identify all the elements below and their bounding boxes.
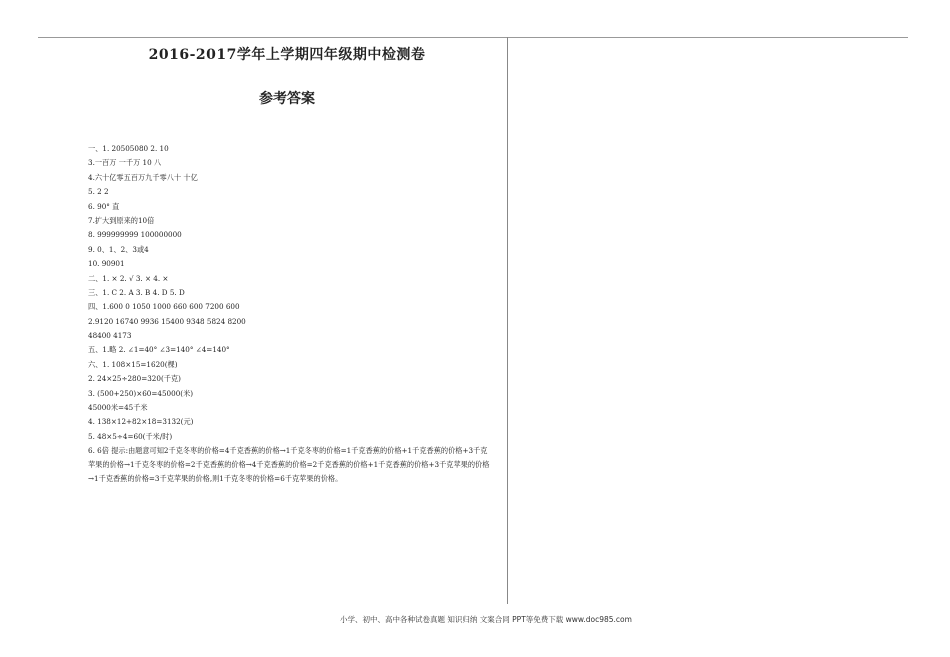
- answer-line: 六、1. 108×15=1620(棵): [88, 359, 178, 369]
- answer-line: 8. 999999999 100000000: [88, 230, 182, 240]
- answer-line: 3. (500+250)×60=45000(米): [88, 388, 194, 398]
- footer-note: 小学、初中、高中各种试卷真题 知识归纳 文案合同 PPT等免费下载 www.doc985.com: [340, 615, 632, 624]
- column-divider: [507, 37, 508, 604]
- answer-line: 五、1.略 2. ∠1=40° ∠3=140° ∠4=140°: [88, 345, 230, 355]
- page-top-border: [38, 37, 908, 38]
- answer-line: 4. 138×12+82×18=3132(元): [88, 417, 194, 427]
- answer-line: 7.扩大到原来的10倍: [88, 215, 155, 225]
- page-subtitle: 参考答案: [259, 91, 315, 107]
- answer-line: 四、1.600 0 1050 1000 660 600 7200 600: [88, 302, 240, 312]
- answer-line: 6. 90° 直: [88, 201, 120, 211]
- answer-line: 二、1. × 2. √ 3. × 4. ×: [88, 273, 169, 283]
- page-title: 2016-2017学年上学期四年级期中检测卷: [148, 47, 426, 63]
- answer-paragraph: 6. 6倍 提示:由题意可知2千克冬枣的价格=4千克香蕉的价格→1千克冬枣的价格=1千克香蕉的价格+1千克香蕉的价格+3千克苹果的价格→1千克冬枣的价格=2千克香蕉的价格→4千克香蕉的价格=2千克香蕉的价格+1千克香蕉的价格+3千克苹果的价格→1千克香蕉的价格=3千克苹果的价格,则1千克冬枣的价格=6千克苹果的价格。: [88, 446, 490, 483]
- answer-line: 48400 4173: [88, 331, 132, 341]
- answer-line: 9. 0、1、2、3或4: [88, 244, 149, 254]
- answer-line: 4.六十亿零五百万九千零八十 十亿: [88, 172, 198, 182]
- answer-line: 45000米=45千米: [88, 403, 148, 413]
- answer-list: [88, 142, 490, 486]
- answer-line: 3.一百万 一千万 10 八: [88, 158, 162, 168]
- answer-line: 5. 48×5÷4=60(千米/时): [88, 431, 173, 441]
- answer-line: 2.9120 16740 9936 15400 9348 5824 8200: [88, 316, 246, 326]
- answer-line: 一、1. 20505080 2. 10: [88, 144, 169, 153]
- answer-line: 5. 2 2: [88, 187, 109, 197]
- answer-line: 三、1. C 2. A 3. B 4. D 5. D: [88, 287, 185, 297]
- answer-line: 2. 24×25÷280=320(千克): [88, 374, 181, 384]
- answer-line: 10. 90901: [88, 259, 125, 269]
